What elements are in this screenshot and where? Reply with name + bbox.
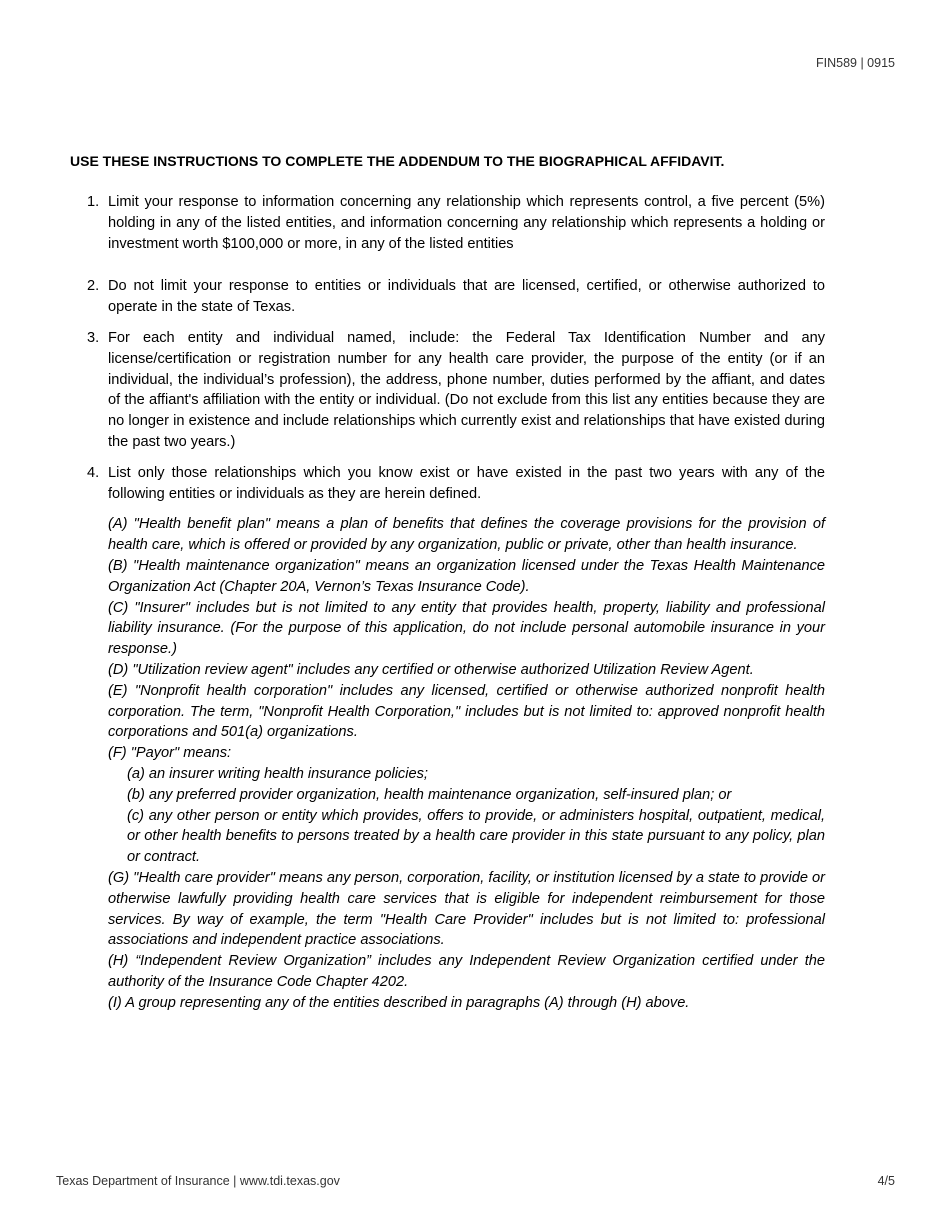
definition-b: (B) "Health maintenance organization" means an organization licensed under the Texas Health Maintenance Organization Act (Chapter 20A, Vernon’s Texas Insurance Code).: [108, 557, 825, 595]
instruction-text: Do not limit your response to entities or individuals that are licensed, certified, or otherwise authorized to operate in the state of Texas.: [108, 278, 825, 316]
instruction-text: Limit your response to information concerning any relationship which represents control, a five percent (5%) holding in any of the listed entities, and information concerning any relationship which represents a holding or investment worth $100,000 or more, in any of the listed entities: [108, 194, 825, 252]
definition-f: (F) "Payor" means:: [108, 745, 232, 762]
definition-d: (D) "Utilization review agent" includes any certified or otherwise authorized Utilization Review Agent.: [108, 661, 754, 678]
instruction-list: [70, 192, 825, 504]
definitions-list: [70, 514, 825, 1013]
definition-c: (C) "Insurer" includes but is not limited to any entity that provides health, property, liability and professional liability insurance. (For the purpose of this application, do not include personal automobile insurance in your response.): [108, 599, 825, 658]
definition-h: (H) “Independent Review Organization” includes any Independent Review Organization certified under the authority of the Insurance Code Chapter 4202.: [108, 953, 825, 990]
definition-i: (I) A group representing any of the entities described in paragraphs (A) through (H) above.: [108, 994, 690, 1011]
footer-agency: Texas Department of Insurance | www.tdi.texas.gov: [56, 1174, 340, 1188]
instruction-item-2: [70, 276, 825, 318]
form-code: FIN589 | 0915: [816, 56, 895, 70]
document-body: [70, 150, 825, 1013]
definition-f-a: (a) an insurer writing health insurance policies;: [127, 765, 428, 782]
definition-e: (E) "Nonprofit health corporation" includes any licensed, certified or otherwise authorized nonprofit health corporation. The term, "Nonprofit Health Corporation," includes but is not limited to: approved nonprofit health corporations and 501(a) organizations.: [108, 682, 825, 741]
instruction-number: 4.: [87, 464, 100, 481]
instruction-item-3: [70, 328, 825, 453]
instruction-number: 2.: [87, 278, 100, 295]
definition-f-c: (c) any other person or entity which provides, offers to provide, or administers hospital, outpatient, medical, or other health benefits to persons treated by a health care provider in this state pursuant to any policy, plan or contract.: [127, 807, 825, 866]
definition-f-b: (b) any preferred provider organization, health maintenance organization, self-insured plan; or: [127, 786, 732, 803]
definition-a: (A) "Health benefit plan" means a plan of benefits that defines the coverage provisions for the provision of health care, which is offered or provided by any organization, public or private, other than health insurance.: [108, 516, 825, 554]
instruction-number: 1.: [87, 194, 100, 210]
instruction-item-1: [70, 192, 825, 254]
instruction-text: List only those relationships which you know exist or have existed in the past two years with any of the following entities or individuals as they are herein defined.: [108, 464, 825, 502]
page-title: USE THESE INSTRUCTIONS TO COMPLETE THE ADDENDUM TO THE BIOGRAPHICAL AFFIDAVIT.: [70, 153, 725, 169]
instruction-text: For each entity and individual named, include: the Federal Tax Identification Number and any license/certification or registration number for any health care provider, the purpose of the entity (or if an individual, the individual’s profession), the address, phone number, duties performed by the affiant, and dates of the affiant's affiliation with the entity or individual. (Do not exclude from this list any entities because they are no longer in existence and include relationships which currently exist and relationships that have existed during the past two years.): [108, 329, 825, 450]
instruction-number: 3.: [87, 329, 100, 346]
page-number: 4/5: [877, 1174, 895, 1188]
definition-g: (G) "Health care provider" means any person, corporation, facility, or institution licensed by a state to provide or otherwise lawfully providing health care services that is eligible for independent reimbursement for those services. By way of example, the term "Health Care Provider" includes but is not limited to: professional associations and independent practice associations.: [108, 869, 825, 949]
instruction-item-4: [70, 463, 825, 505]
